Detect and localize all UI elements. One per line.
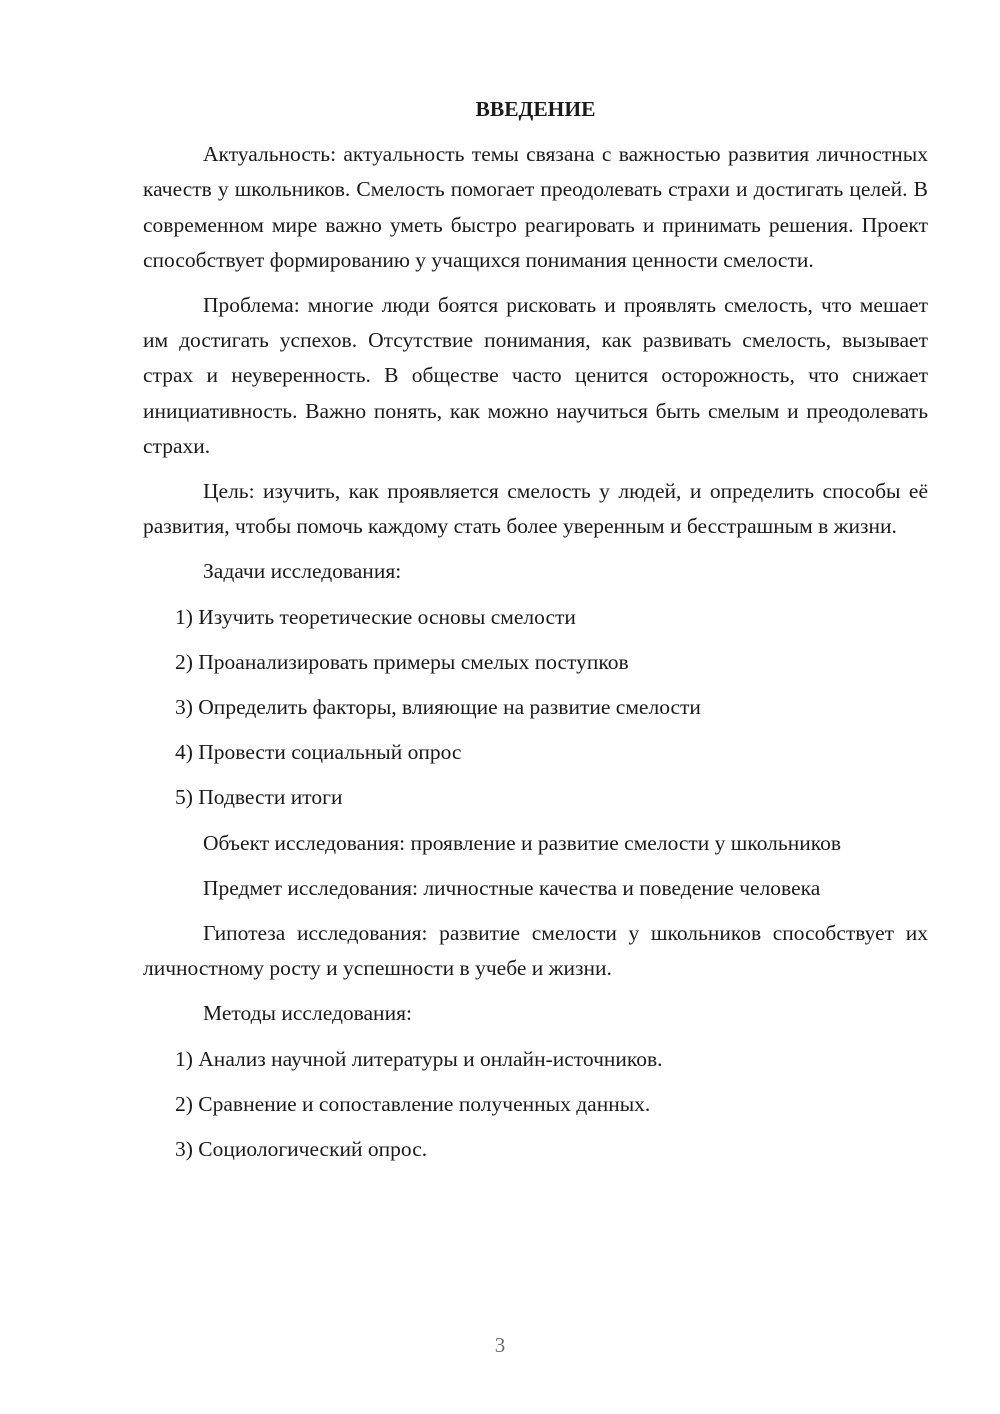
object-paragraph: Объект исследования: проявление и развитие смелости у школьников (203, 830, 841, 855)
subject-paragraph: Предмет исследования: личностные качества и поведение человека (203, 875, 821, 900)
methods-heading: Методы исследования: (203, 1001, 412, 1026)
relevance-paragraph: Актуальность: актуальность темы связана с важностью развития личностных качеств у школьников. Смелость помогает преодолевать страхи и достигать целей. В современном мире важно уметь быстро реагировать и принимать решения. Проект способствует формированию у учащихся понимания ценности смелости. (143, 142, 928, 272)
problem-paragraph: Проблема: многие люди боятся рисковать и проявлять смелость, что мешает им достигать успехов. Отсутствие понимания, как развивать смелость, вызывает страх и неуверенность. В обществе часто ценится осторожность, что снижает инициативность. Важно понять, как можно научиться быть смелым и преодолевать страхи. (143, 293, 928, 458)
section-title: ВВЕДЕНИЕ (475, 97, 596, 121)
task-item: 4) Провести социальный опрос (175, 740, 462, 765)
method-item: 1) Анализ научной литературы и онлайн-источников. (175, 1046, 663, 1071)
method-item: 2) Сравнение и сопоставление полученных данных. (175, 1091, 651, 1116)
task-item: 3) Определить факторы, влияющие на развитие смелости (175, 695, 701, 720)
page-number: 3 (494, 1333, 506, 1357)
task-item: 2) Проанализировать примеры смелых поступков (175, 649, 629, 674)
method-item: 3) Социологический опрос. (175, 1137, 428, 1162)
task-item: 1) Изучить теоретические основы смелости (175, 604, 576, 629)
goal-paragraph: Цель: изучить, как проявляется смелость у людей, и определить способы её развития, чтобы помочь каждому стать более уверенным и бесстрашным в жизни. (143, 479, 928, 539)
document-page (143, 92, 928, 1177)
tasks-heading: Задачи исследования: (203, 559, 402, 584)
task-item: 5) Подвести итоги (175, 785, 343, 810)
hypothesis-paragraph: Гипотеза исследования: развитие смелости у школьников способствует их личностному росту и успешности в учебе и жизни. (143, 921, 928, 981)
